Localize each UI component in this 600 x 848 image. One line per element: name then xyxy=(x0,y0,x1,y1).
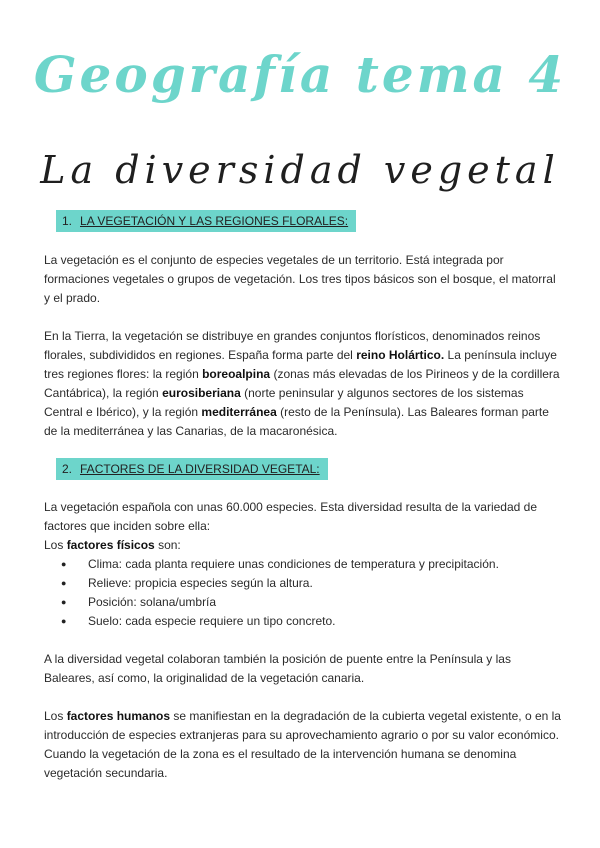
paragraph-diversity-intro: La vegetación española con unas 60.000 especies. Esta diversidad resulta de la variedad de factores que inciden sobre ella: xyxy=(44,500,538,533)
text-run: Los xyxy=(44,709,67,723)
paragraph-physical-factors xyxy=(44,536,564,555)
text-run: La península incluye tres regiones flores: la región xyxy=(44,348,557,381)
text-run: (resto de la Península). Las Baleares forman parte de la mediterránea y las Canarias, de la macaronésica. xyxy=(44,405,549,438)
section-heading-2 xyxy=(56,458,328,480)
bold-reino-holartico: reino Holártico. xyxy=(356,348,445,362)
paragraph-bridge-position: A la diversidad vegetal colaboran también la posición de puente entre la Península y las Baleares, así como, la originalidad de la vegetación canaria. xyxy=(44,652,511,685)
list-item-suelo: ● Suelo: cada especie requiere un tipo concreto. xyxy=(44,612,564,631)
list-item-clima: ● Clima: cada planta requiere unas condiciones de temperatura y precipitación. xyxy=(44,555,564,574)
text-run: son: xyxy=(154,538,181,552)
text-run: (norte peninsular y algunos sectores de los sistemas Central e Ibérico), y la región xyxy=(44,386,524,419)
bold-boreoalpina: boreoalpina xyxy=(202,367,271,381)
page-subtitle: La diversidad vegetal xyxy=(40,148,560,192)
text-run: Los xyxy=(44,538,67,552)
bold-mediterranea: mediterránea xyxy=(201,405,277,419)
section-heading-text-2: FACTORES DE LA DIVERSIDAD VEGETAL: xyxy=(80,462,320,476)
physical-factors-list xyxy=(44,555,564,631)
bold-factores-humanos: factores humanos xyxy=(66,709,171,723)
section-heading-1 xyxy=(56,210,356,232)
paragraph-vegetation-definition: La vegetación es el conjunto de especies vegetales de un territorio. Está integrada por formaciones vegetales o grupos de vegetación. Los tres tipos básicos son el bosque, el matorral y el prado. xyxy=(44,253,556,305)
text-run: (zonas más elevadas de los Pirineos y de la cordillera Cantábrica), la región xyxy=(44,367,560,400)
paragraph-floral-regions xyxy=(44,327,564,441)
section-heading-text-1: LA VEGETACIÓN Y LAS REGIONES FLORALES: xyxy=(80,214,349,228)
section-number-1: 1. xyxy=(62,214,73,228)
page-title: Geografía tema 4 xyxy=(33,45,567,104)
text-run: En la Tierra, la vegetación se distribuye en grandes conjuntos florísticos, denominados reinos florales, subdivididos en regiones. España forma parte del xyxy=(44,329,541,362)
paragraph-human-factors xyxy=(44,707,564,783)
bold-factores-fisicos: factores físicos xyxy=(66,538,155,552)
list-item-posicion: ● Posición: solana/umbría xyxy=(44,593,564,612)
bold-eurosiberiana: eurosiberiana xyxy=(162,386,241,400)
section-number-2: 2. xyxy=(62,462,73,476)
list-item-relieve: ● Relieve: propicia especies según la altura. xyxy=(44,574,564,593)
text-run: se manifiestan en la degradación de la cubierta vegetal existente, o en la introducción de especies extranjeras para su aprovechamiento agrario o por su valor económico. Cuando la vegetación de la zona es el resultado de la intervención humana se denomina vegetación secundaria. xyxy=(44,709,561,780)
